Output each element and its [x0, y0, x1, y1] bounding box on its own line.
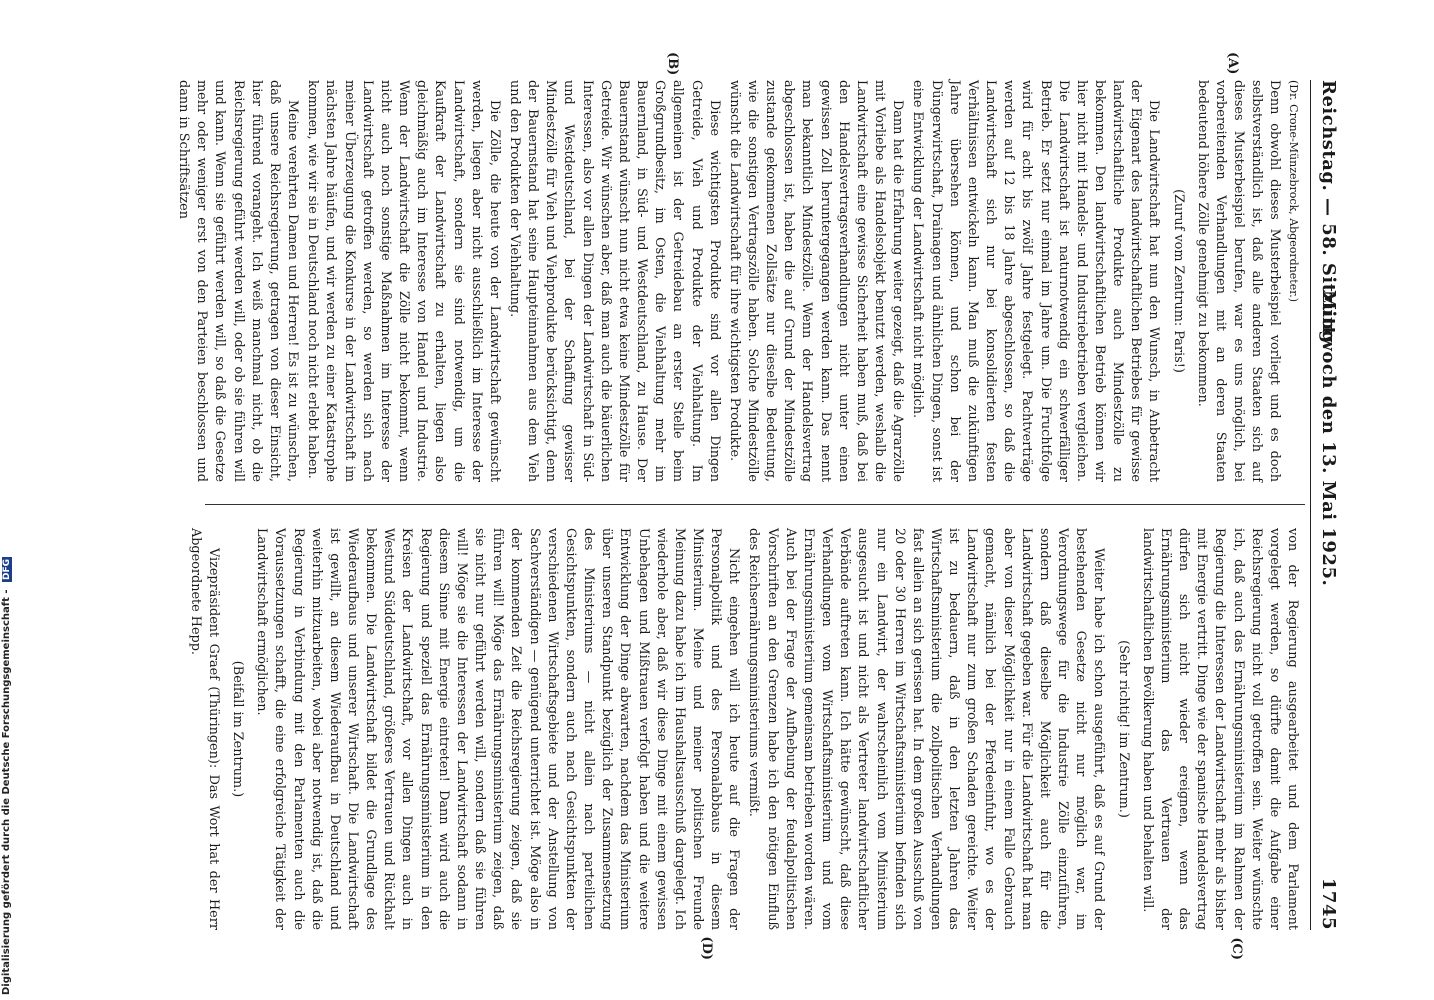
- margin-marker-a: (A): [1225, 52, 1240, 75]
- interjection: (Zuruf vom Zentrum: Paris!): [1170, 189, 1186, 373]
- rotated-page: [115, 52, 1345, 960]
- page-header: [1310, 80, 1345, 930]
- right-column: [187, 528, 1301, 960]
- interjection: (Sehr richtig! im Zentrum.): [1115, 640, 1131, 818]
- dfg-logo: DFG: [2, 558, 12, 580]
- paragraph: Diese wichtigsten Produkte sind vor allen Dingen Getreide, Vieh und Produkte der Viehhaltung. Im allgemeinen ist der Getreidebau an erster Stelle beim Großgrundbesitz, im Osten, die Viehhaltung mehr im Bauernland, in Süd- und Westdeutschland, zu Hause. Der Bauernstand wünscht nun nicht etwa keine Mindestzölle für Getreide. Wir wünschen aber, daß man auch die bäuerlichen Interessen, also vor allen Dingen der Landwirtschaft in Süd- und Westdeutschland, bei der Schaffung gewisser Mindestzölle für Vieh und Viehprodukte berücksichtigt, denn der Bauernstand hat seine Haupteinnahmen aus dem Vieh und den Produkten der Viehhaltung.: [506, 80, 722, 482]
- page-number: 1745: [1318, 877, 1339, 930]
- paragraph: Meine verehrten Damen und Herren! Es ist zu wünschen, daß unsere Reichsregierung, getragen von dieser Einsicht, hier führend vorangeht. Ich weiß manchmal nicht, ob die Reichsregierung geführt werden will, oder ob sie führen will und kann. Wenn sie geführt werden will, so daß die Gesetze mehr oder weniger erst von den Parteien beschlossen und dann in Schriftsätzen: [176, 80, 301, 482]
- footer-text: Digitalisierung gefördert durch die Deutsche Forschungsgemeinschaft -: [1, 589, 12, 995]
- paragraph: Weiter habe ich schon ausgeführt, daß es auf Grund der bestehenden Gesetze nicht nur möglich war, im Verordnungswege für die Industrie Zölle einzuführen, sondern daß dieselbe Möglichkeit auch für die Landwirtschaft gegeben war. Für die Landwirtschaft hat man aber von dieser Möglichkeit nur in einem Falle Gebrauch gemacht, nämlich bei der Pferdeeinfuhr, wo es der Landwirtschaft nur zum großen Schaden gereichte. Weiter ist zu bedauern, daß in den letzten Jahren das Wirtschaftsministerium die zollpolitischen Verhandlungen fast allein an sich gerissen hat. In dem großen Ausschuß von 20 oder 30 Herren im Wirtschaftsministerium befinden sich nur ein Landwirt, der wahrscheinlich vom Ministerium ausgesucht ist und nicht als Vertreter landwirtschaftlicher Verbände auftreten kann. Ich hätte gewünscht, daß diese Verhandlungen vom Wirtschaftsministerium und vom Ernährungsministerium gemeinsam betrieben worden wären. Auch bei der Frage der Aufhebung der feudalpolitischen Vorschriften an den Grenzen habe ich den nötigen Einfluß des Reichsernährungsministeriums vermißt.: [746, 528, 1107, 930]
- speaker-line: (Dr. Crone-Münzebrock, Abgeordneter.): [1287, 80, 1300, 303]
- digitization-footer: [1, 0, 13, 995]
- paragraph: Die Zölle, die heute von der Landwirtschaft gewünscht werden, liegen aber nicht ausschließlich im Interesse der Landwirtschaft, sondern sie sind notwendig, um die Kaufkraft der Landwirtschaft zu erhalten, liegen also gleichmäßig auch im Interesse von Handel und Industrie. Wenn der Landwirtschaft die Zölle nicht bekommt, wenn nicht auch noch sonstige Maßnahmen im Interesse der Landwirtschaft getroffen werden, so werden sich nach meiner Überzeugung die Konkurse in der Landwirtschaft im nächsten Jahre häufen, und wir werden zu einer Katastrophe kommen, wie wir sie in Deutschland noch nicht erlebt haben.: [305, 80, 502, 482]
- paragraph: Die Landwirtschaft hat nun den Wunsch, in Anbetracht der Eigenart des landwirtschaftlichen Betriebes für gewisse landwirtschaftliche Produkte auch Mindestzölle zu bekommen. Den landwirtschaftlichen Betrieb können wir hier nicht mit Handels- und Industriebetrieben vergleichen. Die Landwirtschaft ist naturnotwendig ein schwerfälliger Betrieb. Er setzt nur einmal im Jahre um. Die Fruchtfolge wird für acht bis zwölf Jahre festgelegt. Pachtverträge werden auf 12 bis 18 Jahre abgeschlossen, so daß die Landwirtschaft sich nur bei konsolidierten festen Verhältnissen entwickeln kann. Man muß die zukünftigen Jahre übersehen können, und schon bei der Düngerwirtschaft, Drainagen und ähnlichen Dingen, sonst ist eine Entwicklung der Landwirtschaft nicht möglich.: [910, 80, 1162, 482]
- speaker-paragraph: Vizepräsident Graef (Thüringen): Das Wort hat der Herr Abgeordnete Hepp.: [187, 528, 221, 930]
- left-column: [151, 52, 1301, 482]
- header-left: Reichstag. — 58. Sitzung.: [1318, 80, 1339, 351]
- header-date: Mittwoch den 13. Mai 1925.: [1318, 290, 1339, 587]
- paragraph: Denn obwohl dieses Musterbeispiel vorliegt und es doch selbstverständlich ist, daß alle anderen Staaten sich auf dieses Musterbeispiel berufen, war es uns möglich, bei vorbereitenden Verhandlungen mit an deren Staaten bedeutend höhere Zölle genehmigt zu bekommen.: [1194, 80, 1283, 482]
- interjection: (Beifall im Zentrum.): [230, 660, 246, 798]
- column-divider: [205, 504, 1305, 505]
- margin-marker-d: (D): [699, 936, 714, 960]
- paragraph: Dann hat die Erfahrung weiter gezeigt, daß die Agrarzölle mit Vorliebe als Handelsobjekt benutzt werden, weshalb die Landwirtschaft eine gewisse Sicherheit haben muß, daß bei den Handelsvertragsverhandlungen nicht unter einen gewissen Zoll heruntergegangen werden kann. Das nennt man bekanntlich Mindestzölle. Wenn der Handelsvertrag abgeschlossen ist, haben die auf Grund der Mindestzölle zustande gekommenen Zollsätze nur dieselbe Bedeutung, wie die sonstigen Vertragszölle haben. Solche Mindestzölle wünscht die Landwirtschaft für ihre wichtigsten Produkte.: [726, 80, 906, 482]
- margin-marker-c: (C): [1229, 937, 1244, 960]
- paragraph: Nicht eingehen will ich heute auf die Fragen der Personalpolitik und des Personalabbaus in diesem Ministerium. Meine und meiner politischen Freunde Meinung dazu habe ich im Haushaltsausschuß dargelegt. Ich wiederhole aber, daß wir diese Dinge mit einem gewissen Unbehagen und Mißtrauen verfolgt haben und die weitere Entwicklung der Dinge abwarten, nachdem das Ministerium über unseren Standpunkt bezüglich der Zusammensetzung des Ministeriums — nicht allein nach parteilichen Gesichtspunkten, sondern auch nach Gesichtspunkten der verschiedenen Wirtschaftsgebiete und der Anstellung von Sachverständigen — genügend unterrichtet ist. Möge also in der kommenden Zeit die Reichsregierung zeigen, daß sie führen will! Möge das Ernährungsministerium zeigen, daß sie nicht nur geführt werden will, sondern daß sie führen will! Möge sie die Interessen der Landwirtschaft sodann in diesem Sinne mit Energie eintreten! Dann wird auch die Regierung und speziell das Ernährungsministerium in den Kreisen der Landwirtschaft, vor allen Dingen auch in Westund Süddeutschland, größeres Vertrauen und Rückhalt bekommen. Die Landwirtschaft bildet die Grundlage des Wiederaufbaus und unserer Wirtschaft. Die Landwirtschaft ist gewillt, an diesem Wiederaufbau in Deutschland und weiterhin mitzuarbeiten, wobei aber notwendig ist, daß die Regierung in Verbindung mit den Parlamenten auch die Voraussetzungen schafft, die eine erfolgreiche Tätigkeit der Landwirtschaft ermöglichen.: [254, 528, 742, 930]
- paragraph: von der Regierung ausgearbeitet und dem Parlament vorgelegt werden, so dürfte damit die Aufgabe einer Reichsregierung nicht voll getroffen sein. Weiter wünschte ich, daß auch das Ernährungsministerium im Rahmen der Regierung die Interessen der Landwirtschaft mehr als bisher mit Energie vertritt. Dinge wie der spanische Handelsvertrag dürfen sich nicht wieder ereignen, wenn das Ernährungsministerium das Vertrauen der landwirtschaftlichen Bevölkerung haben und behalten will.: [1139, 528, 1300, 930]
- margin-marker-b: (B): [665, 52, 680, 76]
